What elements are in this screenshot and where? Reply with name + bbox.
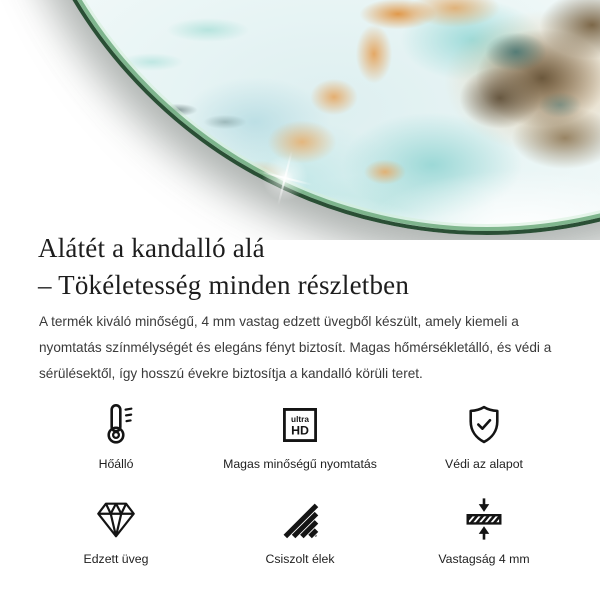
page-title bbox=[38, 230, 409, 304]
feature-label: Vastagság 4 mm bbox=[438, 552, 530, 566]
feature-grid bbox=[24, 399, 576, 566]
page-title-line2: – Tökéletesség minden részletben bbox=[38, 270, 410, 300]
shield-check-icon bbox=[462, 399, 506, 447]
feature-item-protects-base bbox=[392, 399, 576, 471]
feature-item-polished-edges bbox=[208, 494, 392, 566]
thickness-icon bbox=[461, 494, 507, 542]
feature-label: Védi az alapot bbox=[445, 457, 523, 471]
feature-label: Edzett üveg bbox=[83, 552, 149, 566]
feature-label: Csiszolt élek bbox=[265, 552, 335, 566]
ultra-hd-icon-text-top: ultra bbox=[291, 414, 309, 424]
feature-item-tempered-glass bbox=[24, 494, 208, 566]
polished-edges-icon bbox=[278, 494, 322, 542]
ultra-hd-icon-text-bottom: HD bbox=[291, 423, 309, 438]
product-image bbox=[0, 0, 600, 240]
feature-item-high-quality-print bbox=[208, 399, 392, 471]
marble-print-artwork bbox=[0, 0, 600, 240]
thermometer-icon bbox=[93, 399, 139, 447]
feature-item-heat-resistant bbox=[24, 399, 208, 471]
page-title-line1: Alátét a kandalló alá bbox=[38, 233, 265, 263]
product-description: A termék kiváló minőségű, 4 mm vastag edzett üvegből készült, amely kiemeli a nyomtatás színmélységét és elegáns fényt biztosít. Magas hőmérsékletálló, és védi a sérülésektől, így hosszú évekre biztosítja a kandalló körüli teret. bbox=[39, 314, 552, 381]
feature-item-thickness bbox=[392, 494, 576, 566]
feature-label: Magas minőségű nyomtatás bbox=[223, 457, 377, 471]
diamond-icon bbox=[93, 494, 139, 542]
feature-label: Hőálló bbox=[98, 457, 134, 471]
ultra-hd-icon bbox=[278, 399, 322, 447]
